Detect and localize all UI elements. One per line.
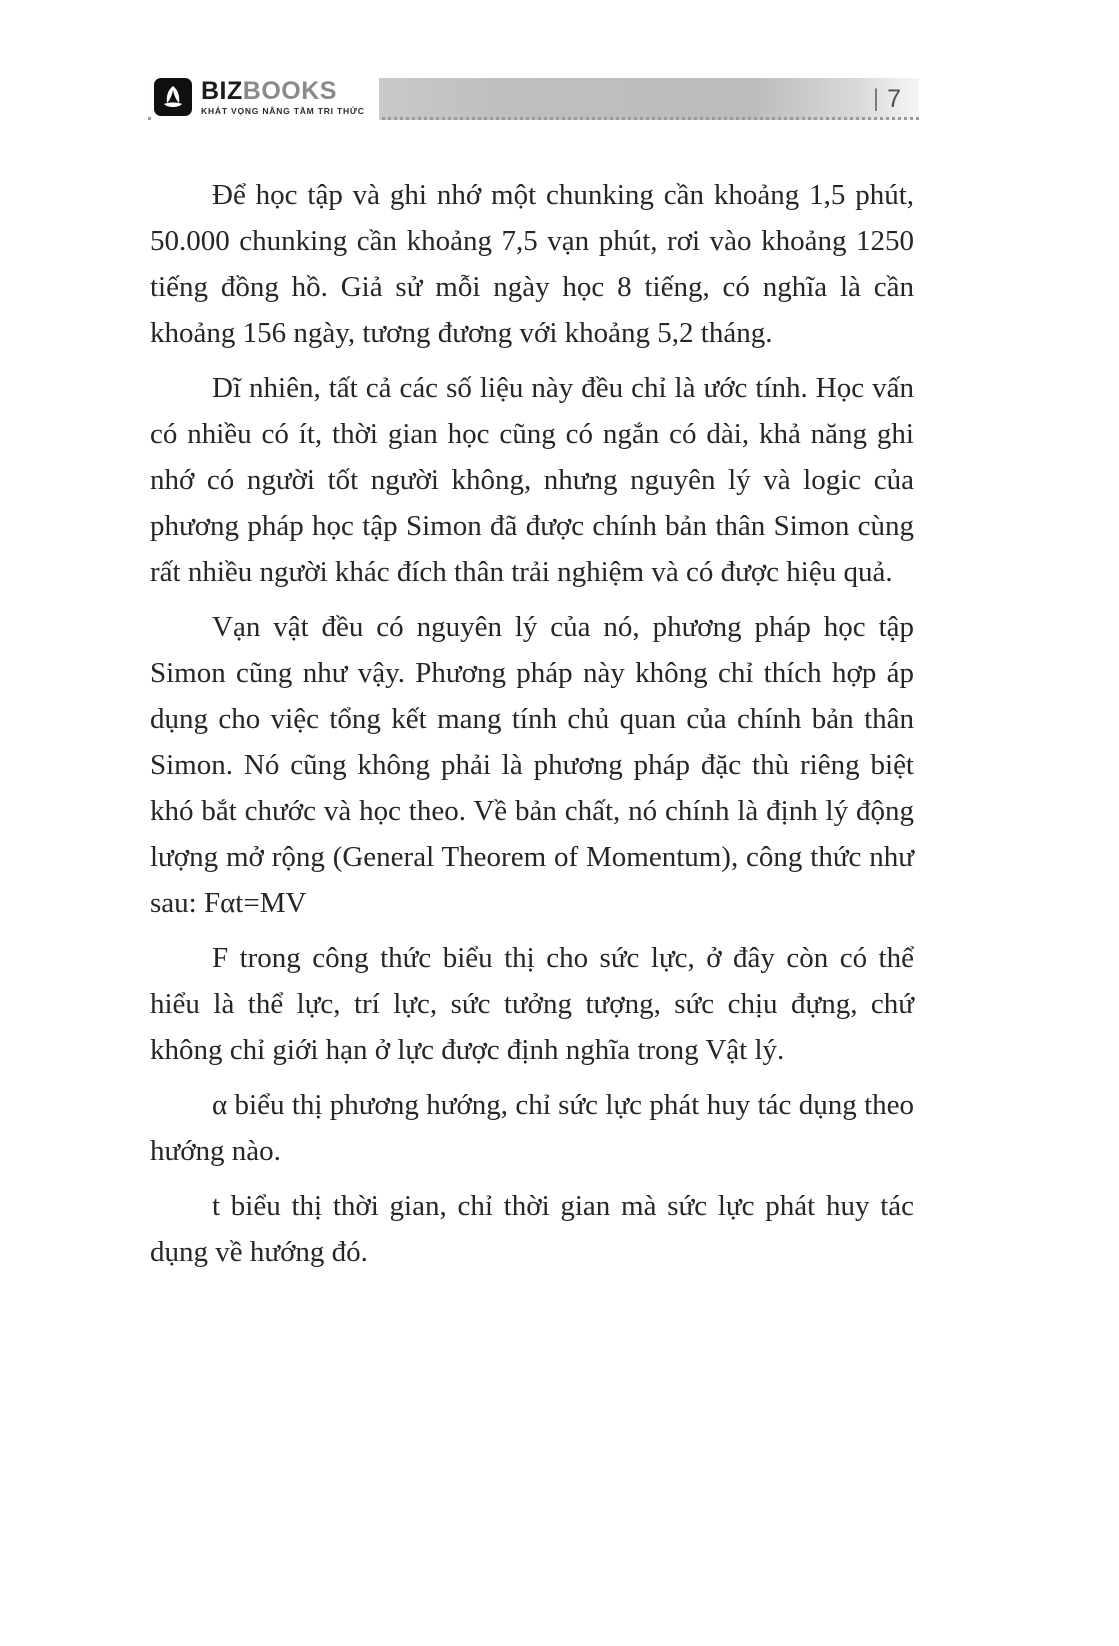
page-number-separator: | (872, 85, 880, 112)
paragraph: α biểu thị phương hướng, chỉ sức lực phát huy tác dụng theo hướng nào. (150, 1089, 914, 1167)
paragraph: Để học tập và ghi nhớ một chunking cần khoảng 1,5 phút, 50.000 chunking cần khoảng 7,5 vạn phút, rơi vào khoảng 1250 tiếng đồng hồ. Giả sử mỗi ngày học 8 tiếng, có nghĩa là cần khoảng 156 ngày, tương đương với khoảng 5,2 tháng. (150, 179, 914, 349)
logo-wordmark-biz: BIZ (201, 76, 243, 105)
bizbooks-logo-icon (154, 78, 192, 116)
logo-tagline: KHÁT VỌNG NÂNG TẦM TRI THỨC (201, 105, 365, 116)
bizbooks-logo (152, 76, 379, 120)
paragraph: F trong công thức biểu thị cho sức lực, ở đây còn có thể hiểu là thể lực, trí lực, sức tưởng tượng, sức chịu đựng, chứ không chỉ giới hạn ở lực được định nghĩa trong Vật lý. (150, 942, 914, 1066)
paragraph: Vạn vật đều có nguyên lý của nó, phương pháp học tập Simon cũng như vậy. Phương pháp này không chỉ thích hợp áp dụng cho việc tổng kết mang tính chủ quan của chính bản thân Simon. Nó cũng không phải là phương pháp đặc thù riêng biệt khó bắt chước và học theo. Về bản chất, nó chính là định lý động lượng mở rộng (General Theorem of Momentum), công thức như sau: Fαt=MV (150, 611, 914, 919)
paragraph: Dĩ nhiên, tất cả các số liệu này đều chỉ là ước tính. Học vấn có nhiều có ít, thời gian học cũng có ngắn có dài, khả năng ghi nhớ có người tốt người không, nhưng nguyên lý và logic của phương pháp học tập Simon đã được chính bản thân Simon cùng rất nhiều người khác đích thân trải nghiệm và có được hiệu quả. (150, 372, 914, 588)
page-number (873, 78, 901, 120)
page-number-value: 7 (887, 84, 901, 113)
page-body-text (150, 172, 914, 1284)
logo-text-block (201, 76, 365, 116)
paragraph: t biểu thị thời gian, chỉ thời gian mà sức lực phát huy tác dụng về hướng đó. (150, 1190, 914, 1268)
page-header (148, 78, 919, 120)
logo-wordmark (201, 76, 365, 105)
logo-wordmark-books: BOOKS (242, 76, 337, 105)
